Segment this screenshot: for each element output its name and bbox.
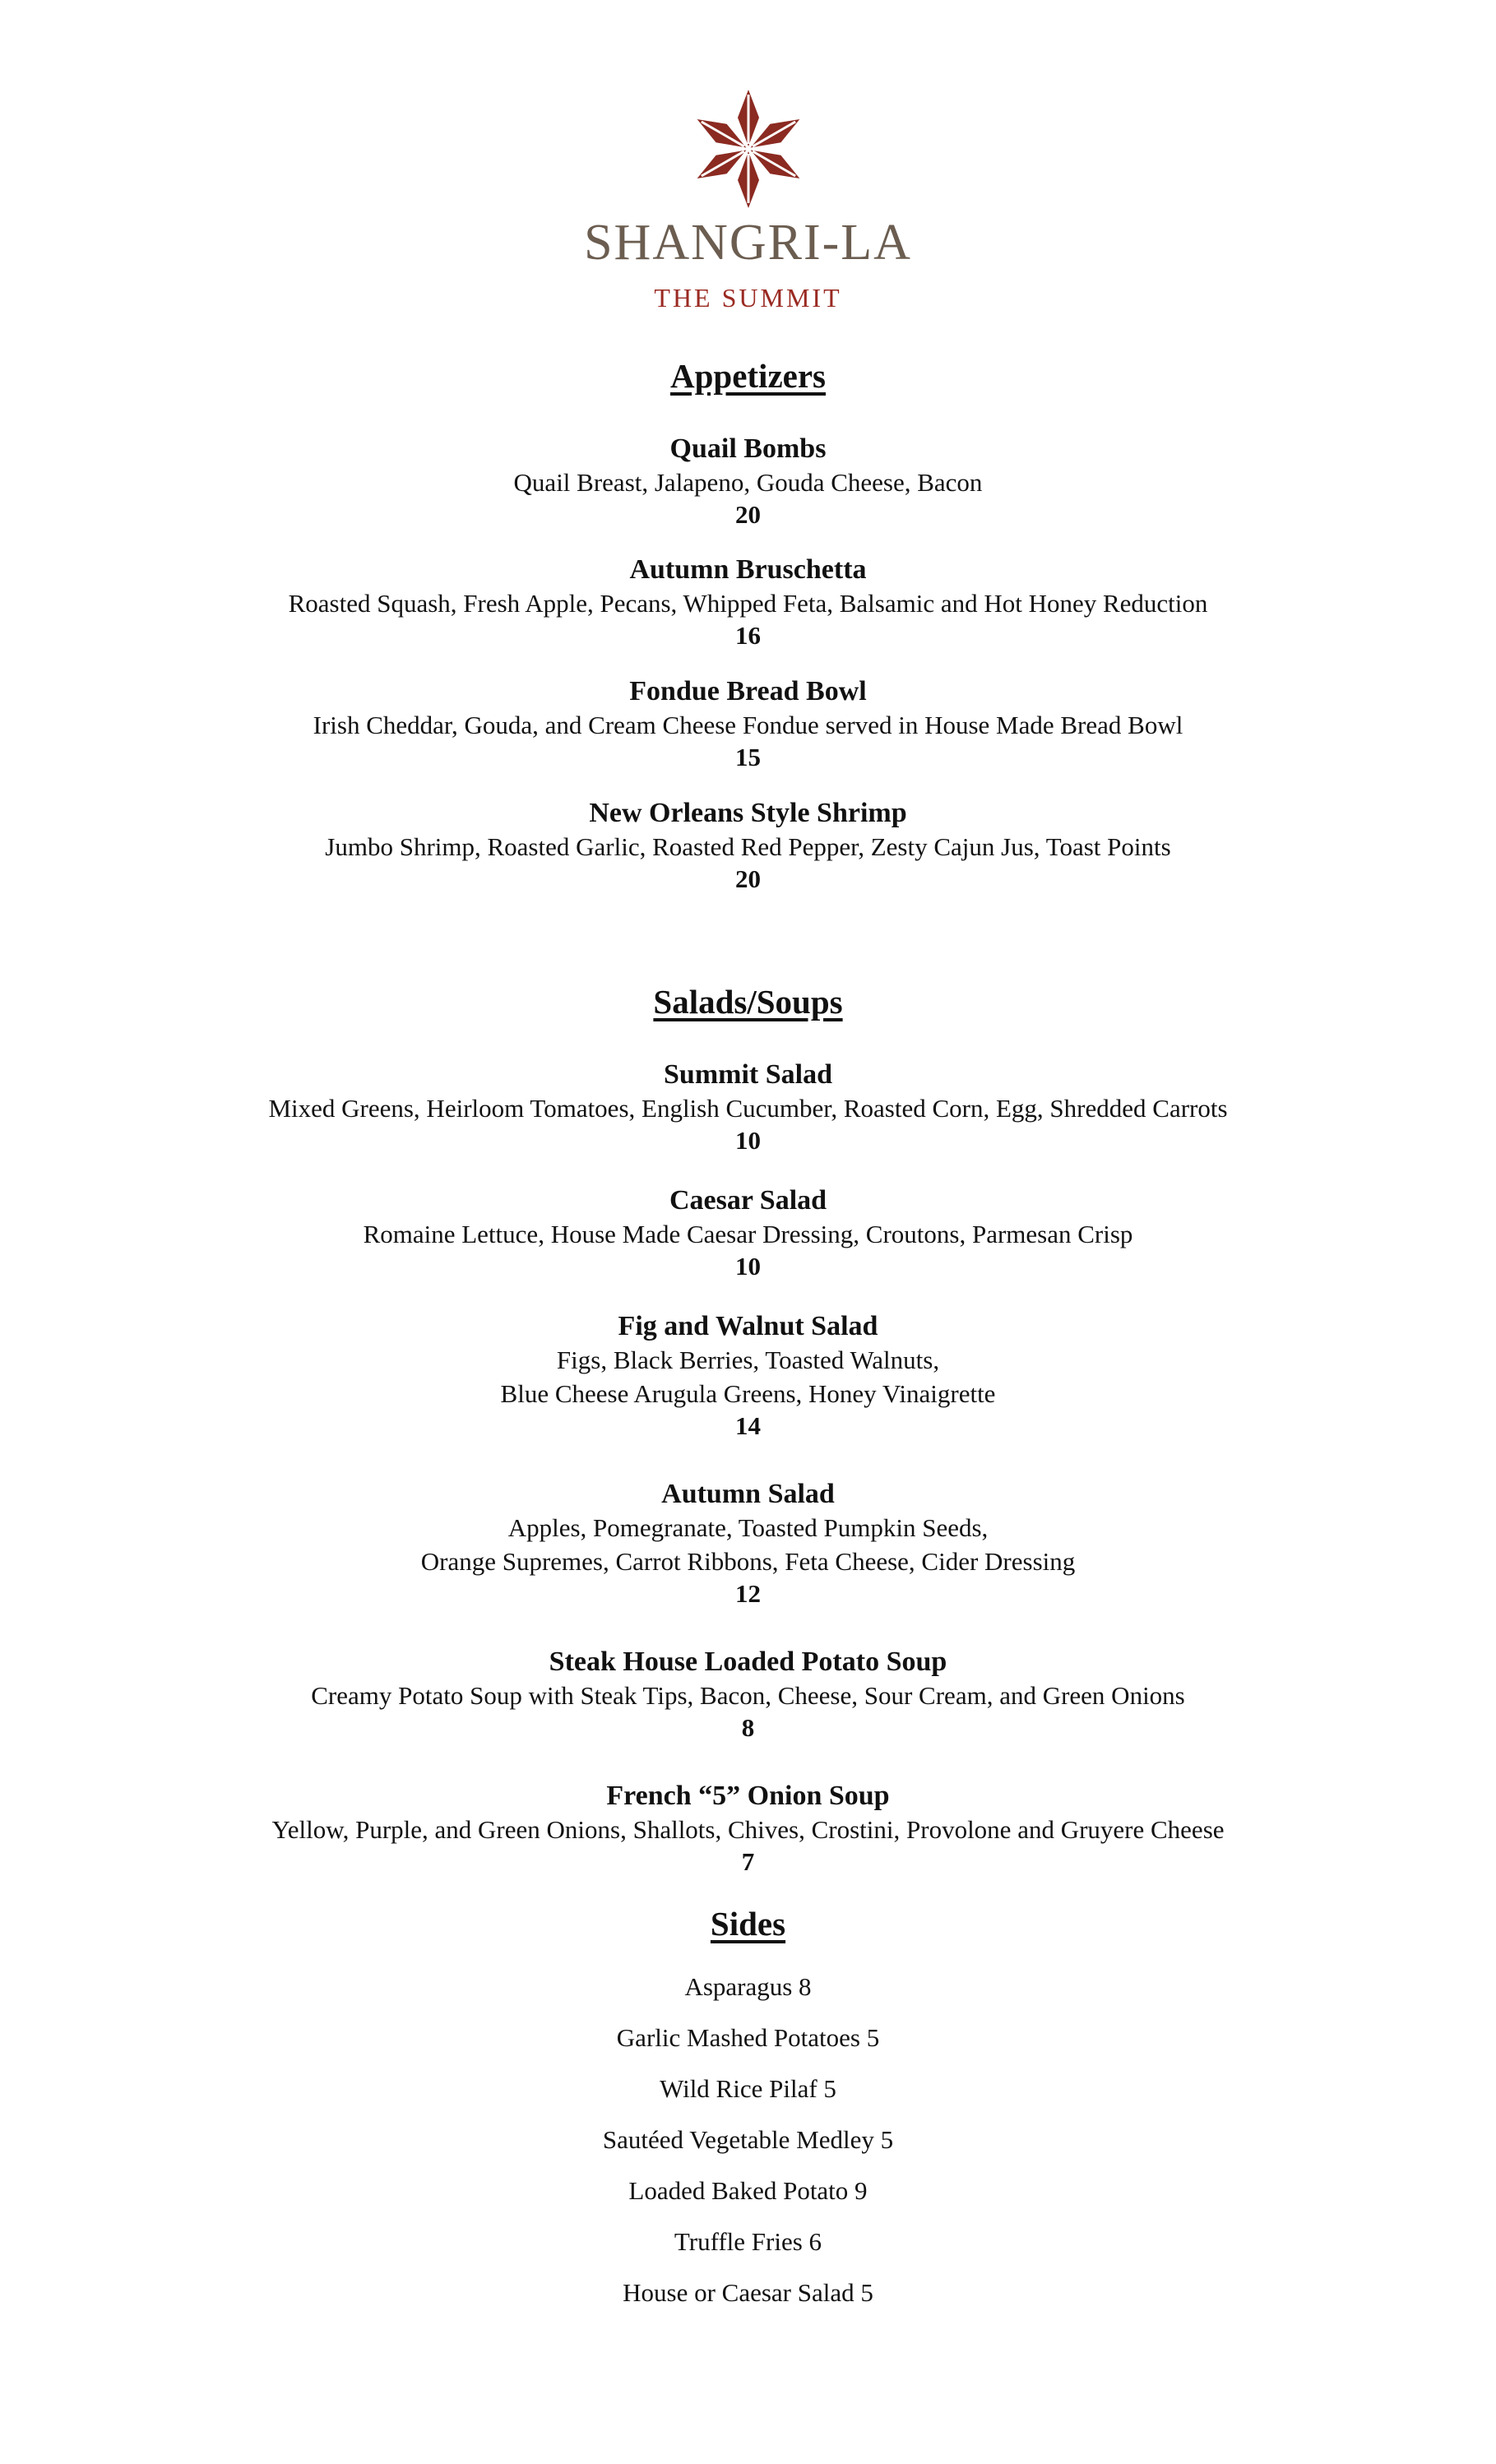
salads-soups-title: Salads/Soups [653, 983, 843, 1021]
menu-item [0, 1478, 1496, 1609]
item-name: Quail Bombs [669, 433, 827, 464]
item-price: 10 [735, 1126, 761, 1155]
item-name: Caesar Salad [669, 1185, 827, 1216]
item-description: Jumbo Shrimp, Roasted Garlic, Roasted Red Pepper, Zesty Cajun Jus, Toast Points [325, 832, 1171, 861]
item-price: 10 [735, 1252, 761, 1281]
list-item: Truffle Fries 6 [674, 2227, 822, 2256]
list-item: Wild Rice Pilaf 5 [660, 2074, 836, 2103]
item-price: 14 [735, 1411, 761, 1440]
item-description: Irish Cheddar, Gouda, and Cream Cheese Fondue served in House Made Bread Bowl [313, 711, 1183, 739]
item-description: Mixed Greens, Heirloom Tomatoes, English Cucumber, Roasted Corn, Egg, Shredded Carrots [268, 1094, 1228, 1123]
star-flower-logo-icon [687, 87, 810, 211]
menu-item [0, 675, 1496, 773]
item-description: Roasted Squash, Fresh Apple, Pecans, Whipped Feta, Balsamic and Hot Honey Reduction [288, 589, 1208, 618]
item-description: Apples, Pomegranate, Toasted Pumpkin Seeds, [507, 1513, 989, 1542]
sides-list [0, 1972, 1496, 2308]
item-name: Autumn Bruschetta [629, 554, 867, 585]
list-item: Garlic Mashed Potatoes 5 [616, 2023, 880, 2052]
item-price: 15 [735, 743, 761, 771]
item-description: Orange Supremes, Carrot Ribbons, Feta Cheese, Cider Dressing [420, 1547, 1076, 1576]
menu-item [0, 1646, 1496, 1744]
item-name: Summit Salad [664, 1059, 832, 1090]
menu-item [0, 1310, 1496, 1442]
appetizers-title: Appetizers [669, 357, 826, 395]
item-description: Yellow, Purple, and Green Onions, Shallots, Chives, Crostini, Provolone and Gruyere Cheese [271, 1815, 1225, 1844]
item-price: 20 [735, 500, 761, 529]
menu-item [0, 1058, 1496, 1156]
item-description: Blue Cheese Arugula Greens, Honey Vinaigrette [500, 1379, 996, 1408]
item-price: 7 [741, 1847, 755, 1876]
menu-item [0, 797, 1496, 895]
item-name: Steak House Loaded Potato Soup [549, 1647, 947, 1677]
item-price: 20 [735, 864, 761, 893]
item-description: Creamy Potato Soup with Steak Tips, Bacon, Cheese, Sour Cream, and Green Onions [311, 1681, 1185, 1710]
menu-item [0, 433, 1496, 530]
list-item: Sautéed Vegetable Medley 5 [602, 2125, 894, 2154]
item-description: Quail Breast, Jalapeno, Gouda Cheese, Bacon [513, 468, 983, 497]
item-description: Romaine Lettuce, House Made Caesar Dressing, Croutons, Parmesan Crisp [363, 1220, 1133, 1248]
item-name: New Orleans Style Shrimp [589, 798, 907, 828]
item-price: 16 [735, 621, 761, 650]
brand-subtitle: THE SUMMIT [654, 283, 842, 313]
list-item: Asparagus 8 [684, 1972, 812, 2001]
item-price: 12 [735, 1579, 761, 1608]
menu-item [0, 1780, 1496, 1878]
item-name: Autumn Salad [661, 1479, 835, 1509]
menu-item [0, 553, 1496, 651]
brand-name: SHANGRI-LA [584, 215, 912, 271]
item-name: French “5” Onion Soup [606, 1781, 890, 1811]
list-item: Loaded Baked Potato 9 [628, 2176, 868, 2205]
item-description: Figs, Black Berries, Toasted Walnuts, [556, 1345, 940, 1374]
menu-item [0, 1184, 1496, 1282]
item-price: 8 [741, 1713, 755, 1742]
sides-title: Sides [710, 1905, 786, 1943]
item-name: Fig and Walnut Salad [618, 1311, 878, 1341]
item-name: Fondue Bread Bowl [629, 676, 867, 706]
list-item: House or Caesar Salad 5 [623, 2278, 873, 2307]
